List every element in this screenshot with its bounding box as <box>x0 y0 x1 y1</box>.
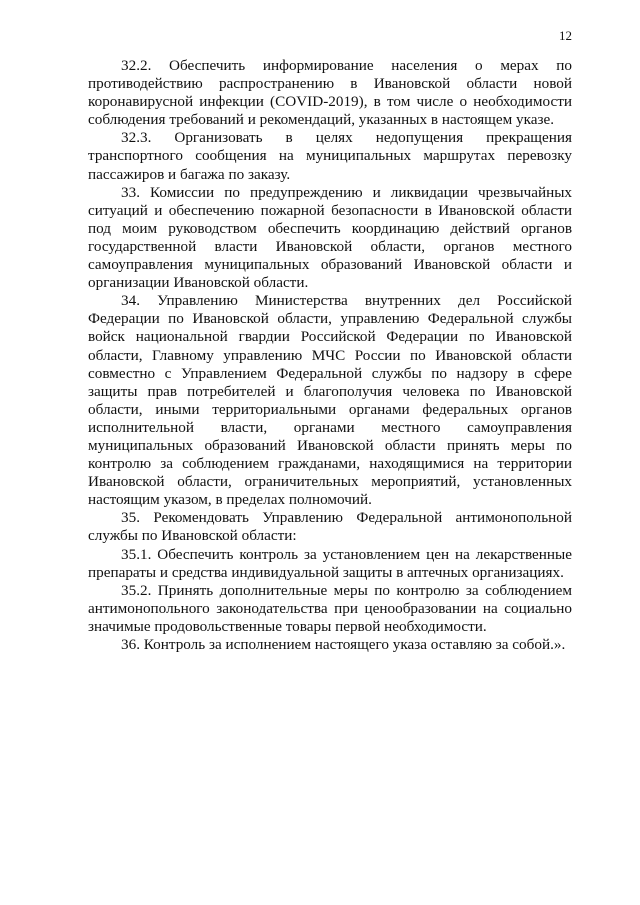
paragraph-34: 34. Управлению Министерства внутренних дел Российской Федерации по Ивановской области, управлению Федеральной службы войск национальной гвардии Российской Федерации по Ивановской области, Главному управлению МЧС России по Ивановской области совместно с Управлением Федеральной службы по надзору в сфере защиты прав потребителей и благополучия человека по Ивановской области, иными территориальными органами федеральных органов исполнительной власти, органами местного самоуправления муниципальных образований Ивановской области принять меры по контролю за соблюдением гражданами, находящимися на территории Ивановской области, ограничительных мероприятий, установленных настоящим указом, в пределах полномочий. <box>88 292 572 509</box>
document-body <box>88 57 572 654</box>
paragraph-35-2: 35.2. Принять дополнительные меры по контролю за соблюдением антимонопольного законодательства при ценообразовании на социально значимые продовольственные товары первой необходимости. <box>88 581 572 635</box>
paragraph-35-1: 35.1. Обеспечить контроль за установлением цен на лекарственные препараты и средства индивидуальной защиты в аптечных организациях. <box>88 545 572 581</box>
paragraph-32-2: 32.2. Обеспечить информирование населения о мерах по противодействию распространению в Ивановской области новой коронавирусной инфекции (COVID-2019), в том числе о необходимости соблюдения требований и рекомендаций, указанных в настоящем указе. <box>88 57 572 129</box>
paragraph-36: 36. Контроль за исполнением настоящего указа оставляю за собой.». <box>121 636 566 653</box>
page-number: 12 <box>559 28 572 43</box>
paragraph-33: 33. Комиссии по предупреждению и ликвидации чрезвычайных ситуаций и обеспечению пожарной безопасности в Ивановской области под моим руководством обеспечить координацию действий органов государственной власти Ивановской области, органов местного самоуправления муниципальных образований Ивановской области и организации Ивановской области. <box>88 183 572 292</box>
paragraph-35: 35. Рекомендовать Управлению Федеральной антимонопольной службы по Ивановской области: <box>88 509 572 545</box>
paragraph-32-3: 32.3. Организовать в целях недопущения прекращения транспортного сообщения на муниципальных маршрутах перевозку пассажиров и багажа по заказу. <box>88 129 572 183</box>
